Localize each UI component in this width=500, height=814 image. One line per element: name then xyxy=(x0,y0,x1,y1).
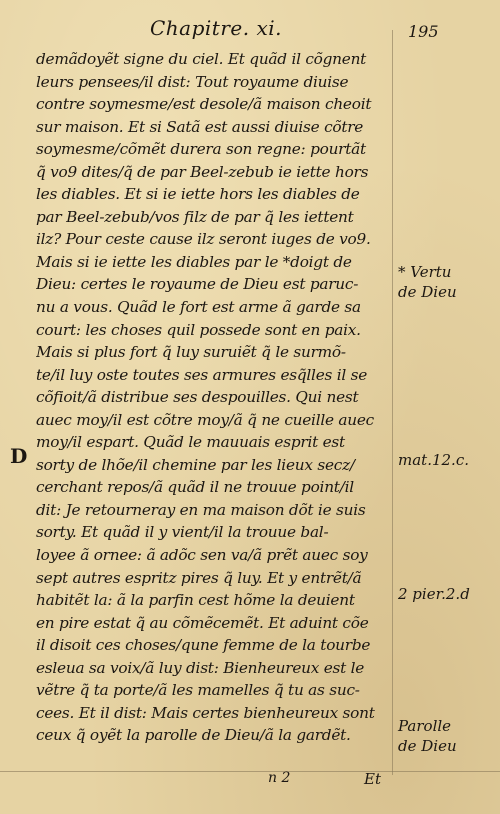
text-line: loyee ã ornee: ã adõc sen va/ã prẽt auec soy xyxy=(36,546,368,565)
text-line: sept autres espritz pires q̃ luy. Et y entrẽt/ã xyxy=(36,568,362,587)
margin-note-peter: 2 pier.2.d xyxy=(398,585,470,603)
text-line: cerchant repos/ã quãd il ne trouue point/il xyxy=(36,478,354,497)
text-line: te/il luy oste toutes ses armures esq̃lles il se xyxy=(36,365,368,384)
running-title: Chapitre. xi. xyxy=(150,16,282,40)
text-line: habitẽt la: ã la parfin cest hõme la deuient xyxy=(36,591,355,610)
text-line: sorty. Et quãd il y vient/il la trouue bal- xyxy=(36,523,329,542)
text-line: ceux q̃ oyẽt la parolle de Dieu/ã la gardẽt. xyxy=(36,726,351,745)
margin-note-line: de Dieu xyxy=(398,283,457,301)
text-line: demãdoyẽt signe du ciel. Et quãd il cõgnent xyxy=(36,50,367,68)
text-line: Mais si plus fort q̃ luy suruiẽt q̃ le surmõ- xyxy=(36,343,346,362)
text-line: esleua sa voix/ã luy dist: Bienheureux est le xyxy=(36,658,365,677)
text-line: leurs pensees/il dist: Tout royaume diuise xyxy=(36,72,349,91)
text-line: cõfioit/ã distribue ses despouilles. Qui nest xyxy=(36,388,359,407)
text-line: il disoit ces choses/qune femme de la tourbe xyxy=(36,636,371,655)
text-line: court: les choses quil possede sont en paix. xyxy=(36,320,361,339)
text-line: cees. Et il dist: Mais certes bienheureux sont xyxy=(36,703,375,722)
marginal-letter-mark: D xyxy=(10,444,28,468)
margin-note-parolle xyxy=(398,716,457,756)
text-line: Dieu: certes le royaume de Dieu est paruc- xyxy=(36,275,359,294)
body-text xyxy=(36,48,392,747)
catchword: Et xyxy=(364,770,381,788)
margin-note-line: Parolle xyxy=(398,717,452,735)
text-line: en pire estat q̃ au cõmẽcemẽt. Et aduint cõe xyxy=(36,613,369,632)
text-line: auec moy/il est cõtre moy/ã q̃ ne cueille auec xyxy=(36,410,374,429)
margin-note-vertu xyxy=(398,262,457,302)
text-line: Mais si ie iette les diables par le *doigt de xyxy=(36,252,352,271)
margin-note-line: de Dieu xyxy=(398,737,457,755)
signature-mark: n 2 xyxy=(268,770,291,786)
text-line: sorty de lhõe/il chemine par les lieux secz/ xyxy=(36,455,355,474)
margin-rule xyxy=(392,30,393,775)
text-line: par Beel-zebub/vos filz de par q̃ les iettent xyxy=(36,207,354,226)
text-line: ilz? Pour ceste cause ilz seront iuges de vo9. xyxy=(36,230,371,249)
text-line: moy/il espart. Quãd le mauuais esprit est xyxy=(36,433,345,452)
footer-rule xyxy=(0,771,500,772)
text-line: contre soymesme/est desole/ã maison cheoit xyxy=(36,95,372,114)
text-line: les diables. Et si ie iette hors les diables de xyxy=(36,185,360,204)
text-line: dit: Je retourneray en ma maison dõt ie suis xyxy=(36,500,366,519)
text-line: vẽtre q̃ ta porte/ã les mamelles q̃ tu as suc- xyxy=(36,681,360,700)
text-line: q̃ vo9 dites/q̃ de par Beel-zebub ie iette hors xyxy=(36,162,369,181)
folio-number: 195 xyxy=(408,22,439,41)
margin-note-matthew: mat.12.c. xyxy=(398,451,469,469)
margin-note-line: * Vertu xyxy=(398,263,452,281)
text-line: sur maison. Et si Satã est aussi diuise cõtre xyxy=(36,117,364,136)
text-line: soymesme/cõmẽt durera son regne: pourtãt xyxy=(36,140,366,159)
text-line: nu a vous. Quãd le fort est arme ã garde sa xyxy=(36,298,361,317)
